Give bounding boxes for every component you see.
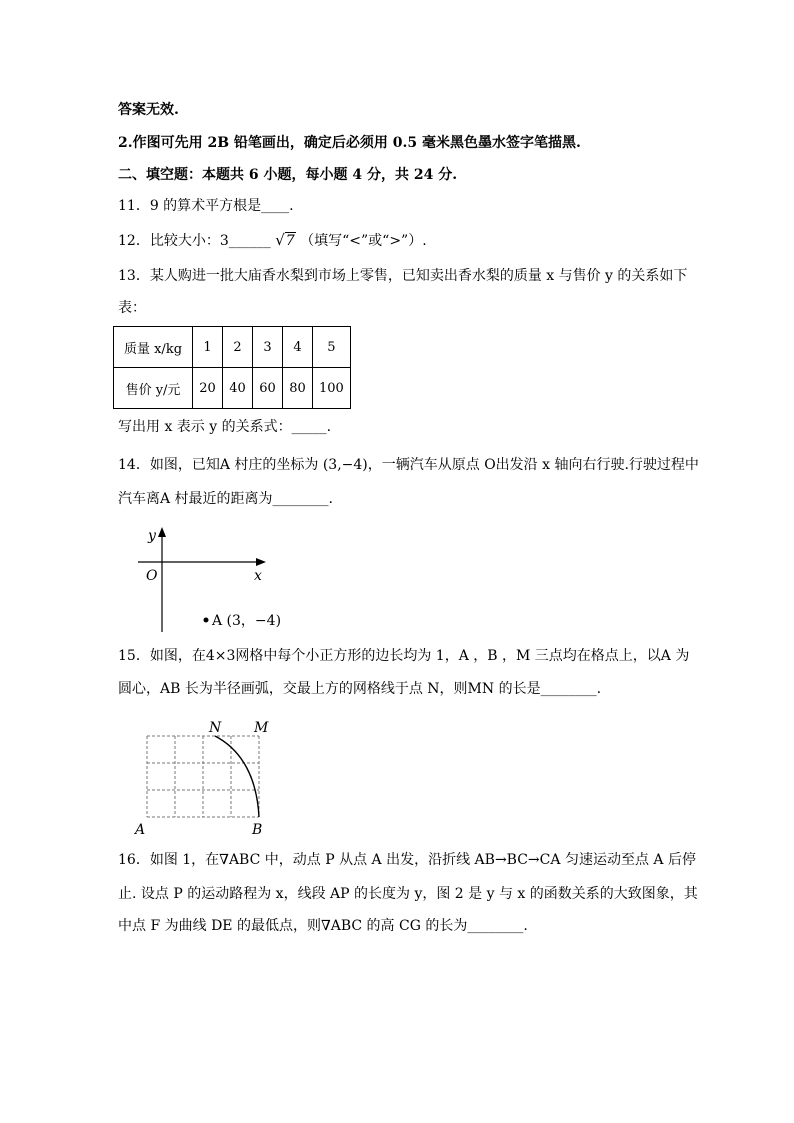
question-15-line-1: 15．如图，在4×3网格中每个小正方形的边长均为 1，A ，B ，M 三点均在格点上，以A 为 (118, 648, 690, 664)
table-cell: 20 (193, 368, 223, 409)
point-a (204, 618, 209, 623)
table-row (114, 368, 351, 409)
question-15-line-2: 圆心，AB 长为半径画弧，交最上方的网格线于点 N，则MN 的长是________. (118, 681, 602, 697)
x-axis-label: x (254, 568, 262, 584)
question-14-line-2: 汽车离A 村最近的距离为________. (118, 491, 334, 507)
question-12-text-a: 12．比较大小：3______ (118, 233, 271, 249)
table-cell: 1 (193, 327, 223, 368)
table-cell: 2 (223, 327, 253, 368)
question-16-line-3: 中点 F 为曲线 DE 的最低点，则∇ABC 的高 CG 的长为________. (118, 918, 528, 934)
question-13-after: 写出用 x 表示 y 的关系式：_____. (118, 419, 332, 435)
price-table (113, 326, 351, 409)
origin-label: O (146, 568, 158, 584)
sqrt-symbol: √ (275, 231, 285, 249)
point-a-label: A (3，−4) (212, 613, 282, 629)
table-cell: 80 (283, 368, 313, 409)
table-cell: 4 (283, 327, 313, 368)
table-cell: 60 (253, 368, 283, 409)
label-a: A (135, 822, 146, 838)
question-11: 11．9 的算术平方根是____. (118, 198, 294, 214)
intro-line-1: 答案无效. (118, 102, 179, 118)
question-13-line-2: 表： (118, 300, 146, 316)
question-14-line-1: 14．如图，已知A 村庄的坐标为 (3,−4)，一辆汽车从原点 O出发沿 x 轴向右行驶.行驶过程中 (118, 457, 699, 473)
label-m: M (254, 720, 269, 736)
y-axis-label: y (148, 528, 156, 544)
grid-figure (130, 712, 275, 840)
y-axis-arrow (158, 527, 166, 537)
table-row (114, 327, 351, 368)
section-2-heading: 二、填空题：本题共 6 小题，每小题 4 分，共 24 分. (118, 167, 458, 183)
label-b: B (252, 822, 263, 838)
intro-line-2: 2.作图可先用 2B 铅笔画出，确定后必须用 0.5 毫米黑色墨水签字笔描黑. (118, 135, 581, 151)
table-cell: 售价 y/元 (114, 368, 193, 409)
coordinate-figure (130, 520, 290, 635)
x-axis-arrow (256, 558, 266, 566)
table-cell: 3 (253, 327, 283, 368)
table-cell: 40 (223, 368, 253, 409)
question-12 (118, 230, 427, 251)
table-cell: 质量 x/kg (114, 327, 193, 368)
arc-curve (215, 736, 259, 817)
table-cell: 100 (313, 368, 351, 409)
question-16-line-2: 止. 设点 P 的运动路程为 x，线段 AP 的长度为 y，图 2 是 y 与 x 的函数关系的大致图象，其 (118, 886, 698, 902)
table-cell: 5 (313, 327, 351, 368)
question-12-text-b: （填写“<”或“>”）. (300, 233, 427, 249)
sqrt-radicand: 7 (285, 233, 295, 249)
grid-lines (147, 736, 259, 817)
question-16-line-1: 16．如图 1，在∇ABC 中，动点 P 从点 A 出发，沿折线 AB→BC→CA 匀速运动至点 A 后停 (118, 852, 696, 868)
question-13-line-1: 13．某人购进一批大庙香水梨到市场上零售，已知卖出香水梨的质量 x 与售价 y 的关系如下 (118, 268, 688, 284)
label-n: N (209, 720, 222, 736)
